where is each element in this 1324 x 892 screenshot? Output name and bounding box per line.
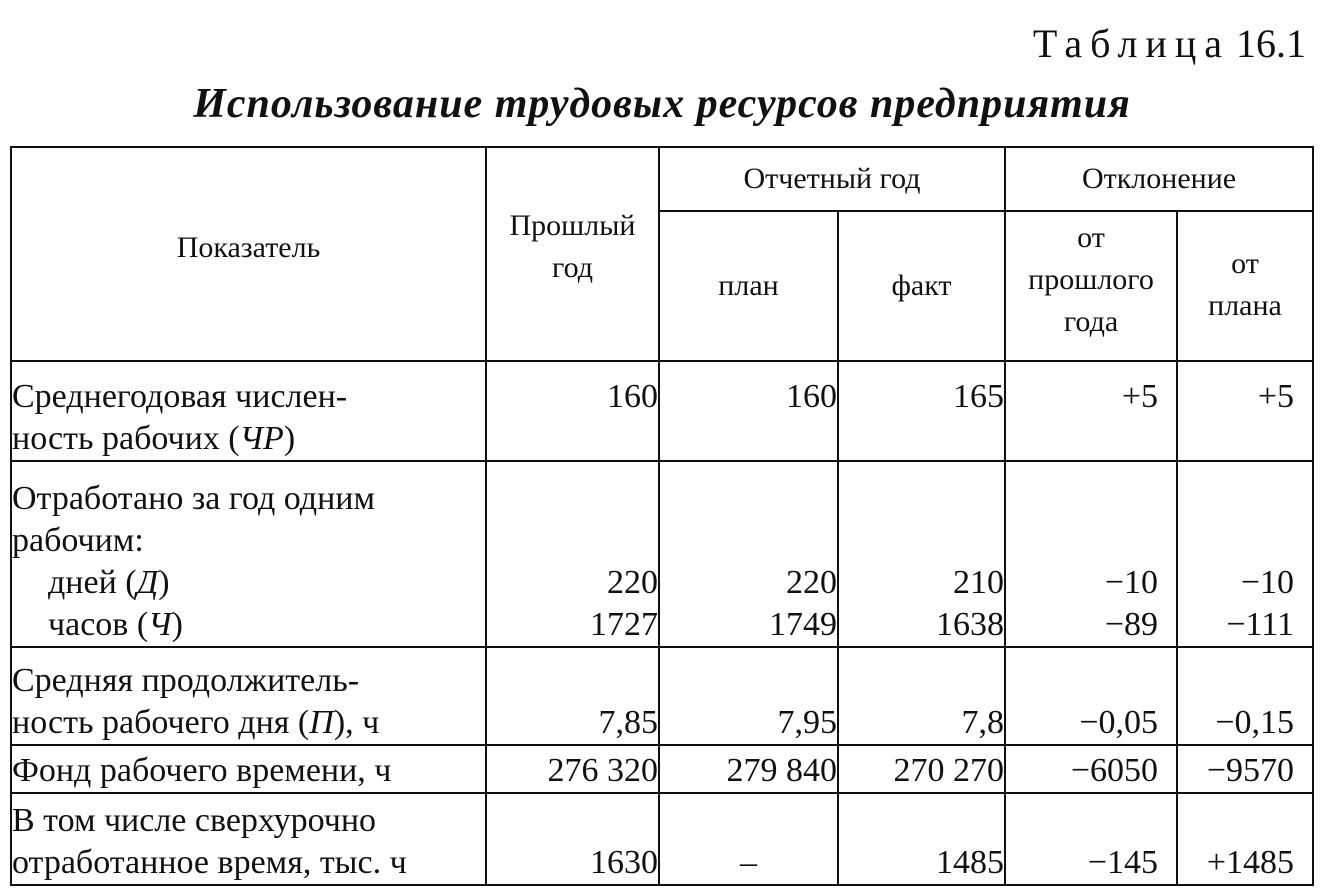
cell-value: 220 1749 <box>659 461 838 647</box>
cell-value: +5 <box>1005 361 1177 461</box>
header-deviation: Отклонение <box>1005 147 1313 211</box>
table-number-label: Таблица <box>1032 21 1230 66</box>
table-row <box>11 647 1313 745</box>
cell-value: 270 270 <box>838 745 1005 793</box>
cell-value: 276 320 <box>486 745 659 793</box>
table-row <box>11 361 1313 461</box>
cell-value: 160 <box>659 361 838 461</box>
cell-value: −9570 <box>1177 745 1313 793</box>
header-from-plan: от плана <box>1177 211 1313 361</box>
cell-value: 220 1727 <box>486 461 659 647</box>
header-plan: план <box>659 211 838 361</box>
table-title: Использование трудовых ресурсов предприятия <box>193 81 1131 127</box>
header-report-year: Отчетный год <box>659 147 1005 211</box>
cell-value: 1485 <box>838 793 1005 885</box>
cell-value: 279 840 <box>659 745 838 793</box>
table-number <box>1033 20 1306 67</box>
header-fact: факт <box>838 211 1005 361</box>
table-row <box>11 793 1313 885</box>
row-label-workers: Среднегодовая числен- ность рабочих (ЧР) <box>11 361 486 461</box>
cell-value: 1630 <box>486 793 659 885</box>
table-row <box>11 461 1313 647</box>
cell-value: – <box>659 793 838 885</box>
cell-value: 7,95 <box>659 647 838 745</box>
cell-value: −0,05 <box>1005 647 1177 745</box>
cell-value: +1485 <box>1177 793 1313 885</box>
cell-value: −0,15 <box>1177 647 1313 745</box>
header-from-prev: от прошлого года <box>1005 211 1177 361</box>
cell-value: 210 1638 <box>838 461 1005 647</box>
labor-resources-table <box>10 146 1314 886</box>
cell-value: 7,85 <box>486 647 659 745</box>
table-number-value: 16.1 <box>1236 21 1306 66</box>
cell-value: 7,8 <box>838 647 1005 745</box>
cell-value: 165 <box>838 361 1005 461</box>
cell-value: 160 <box>486 361 659 461</box>
cell-value: −10 −111 <box>1177 461 1313 647</box>
header-indicator: Показатель <box>11 147 486 361</box>
table-row <box>11 745 1313 793</box>
cell-value: −145 <box>1005 793 1177 885</box>
row-label-overtime: В том числе сверхурочно отработанное время, тыс. ч <box>11 793 486 885</box>
cell-value: −10 −89 <box>1005 461 1177 647</box>
cell-value: +5 <box>1177 361 1313 461</box>
row-label-fund: Фонд рабочего времени, ч <box>11 745 486 793</box>
row-label-worked: Отработано за год одним рабочим: дней (Д) часов (Ч) <box>11 461 486 647</box>
row-label-duration: Средняя продолжитель- ность рабочего дня (П), ч <box>11 647 486 745</box>
header-prev-year: Прошлый год <box>486 147 659 361</box>
cell-value: −6050 <box>1005 745 1177 793</box>
